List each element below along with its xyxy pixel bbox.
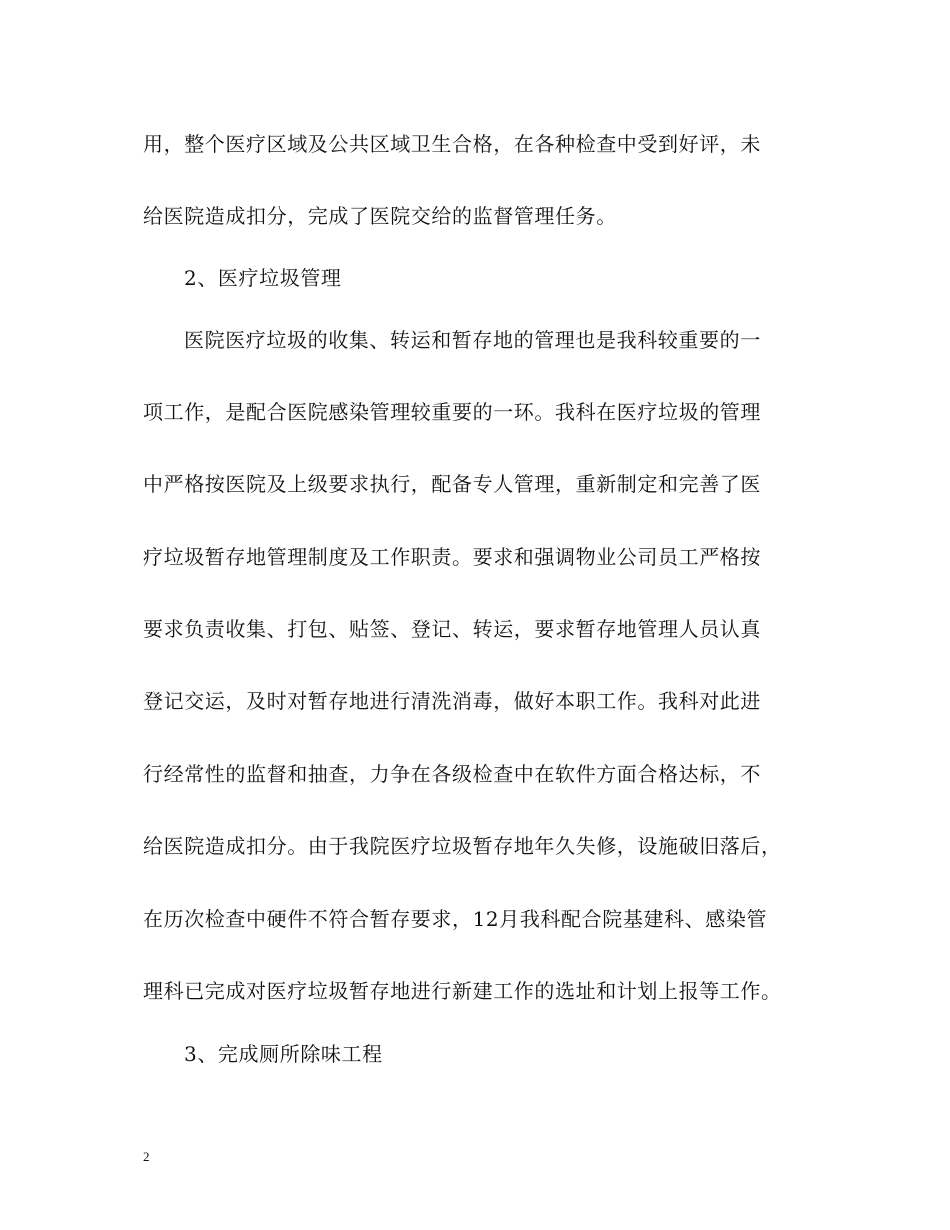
paragraph-line: 疗垃圾暂存地管理制度及工作职责。要求和强调物业公司员工严格按 [143,545,761,569]
paragraph-line: 要求负责收集、打包、贴签、登记、转运，要求暂存地管理人员认真 [143,617,761,641]
paragraph-line: 项工作，是配合医院感染管理较重要的一环。我科在医疗垃圾的管理 [143,400,761,424]
paragraph-line: 在历次检查中硬件不符合暂存要求，12月我科配合院基建科、感染管 [143,907,768,931]
paragraph-line: 用，整个医疗区域及公共区域卫生合格，在各种检查中受到好评，未 [143,132,761,156]
paragraph-line: 中严格按医院及上级要求执行，配备专人管理，重新制定和完善了医 [143,472,761,496]
section-heading: 2、医疗垃圾管理 [184,266,342,290]
paragraph-line: 理科已完成对医疗垃圾暂存地进行新建工作的选址和计划上报等工作。 [143,979,782,1003]
paragraph-line: 给医院造成扣分。由于我院医疗垃圾暂存地年久失修，设施破旧落后， [143,834,782,858]
paragraph-line: 行经常性的监督和抽查，力争在各级检查中在软件方面合格达标，不 [143,762,761,786]
paragraph-line: 登记交运，及时对暂存地进行清洗消毒，做好本职工作。我科对此进 [143,689,761,713]
page-number: 2 [143,1149,150,1164]
paragraph-line: 医院医疗垃圾的收集、转运和暂存地的管理也是我科较重要的一 [184,328,761,352]
paragraph-line: 给医院造成扣分，完成了医院交给的监督管理任务。 [143,204,617,228]
section-heading: 3、完成厕所除味工程 [184,1042,383,1066]
